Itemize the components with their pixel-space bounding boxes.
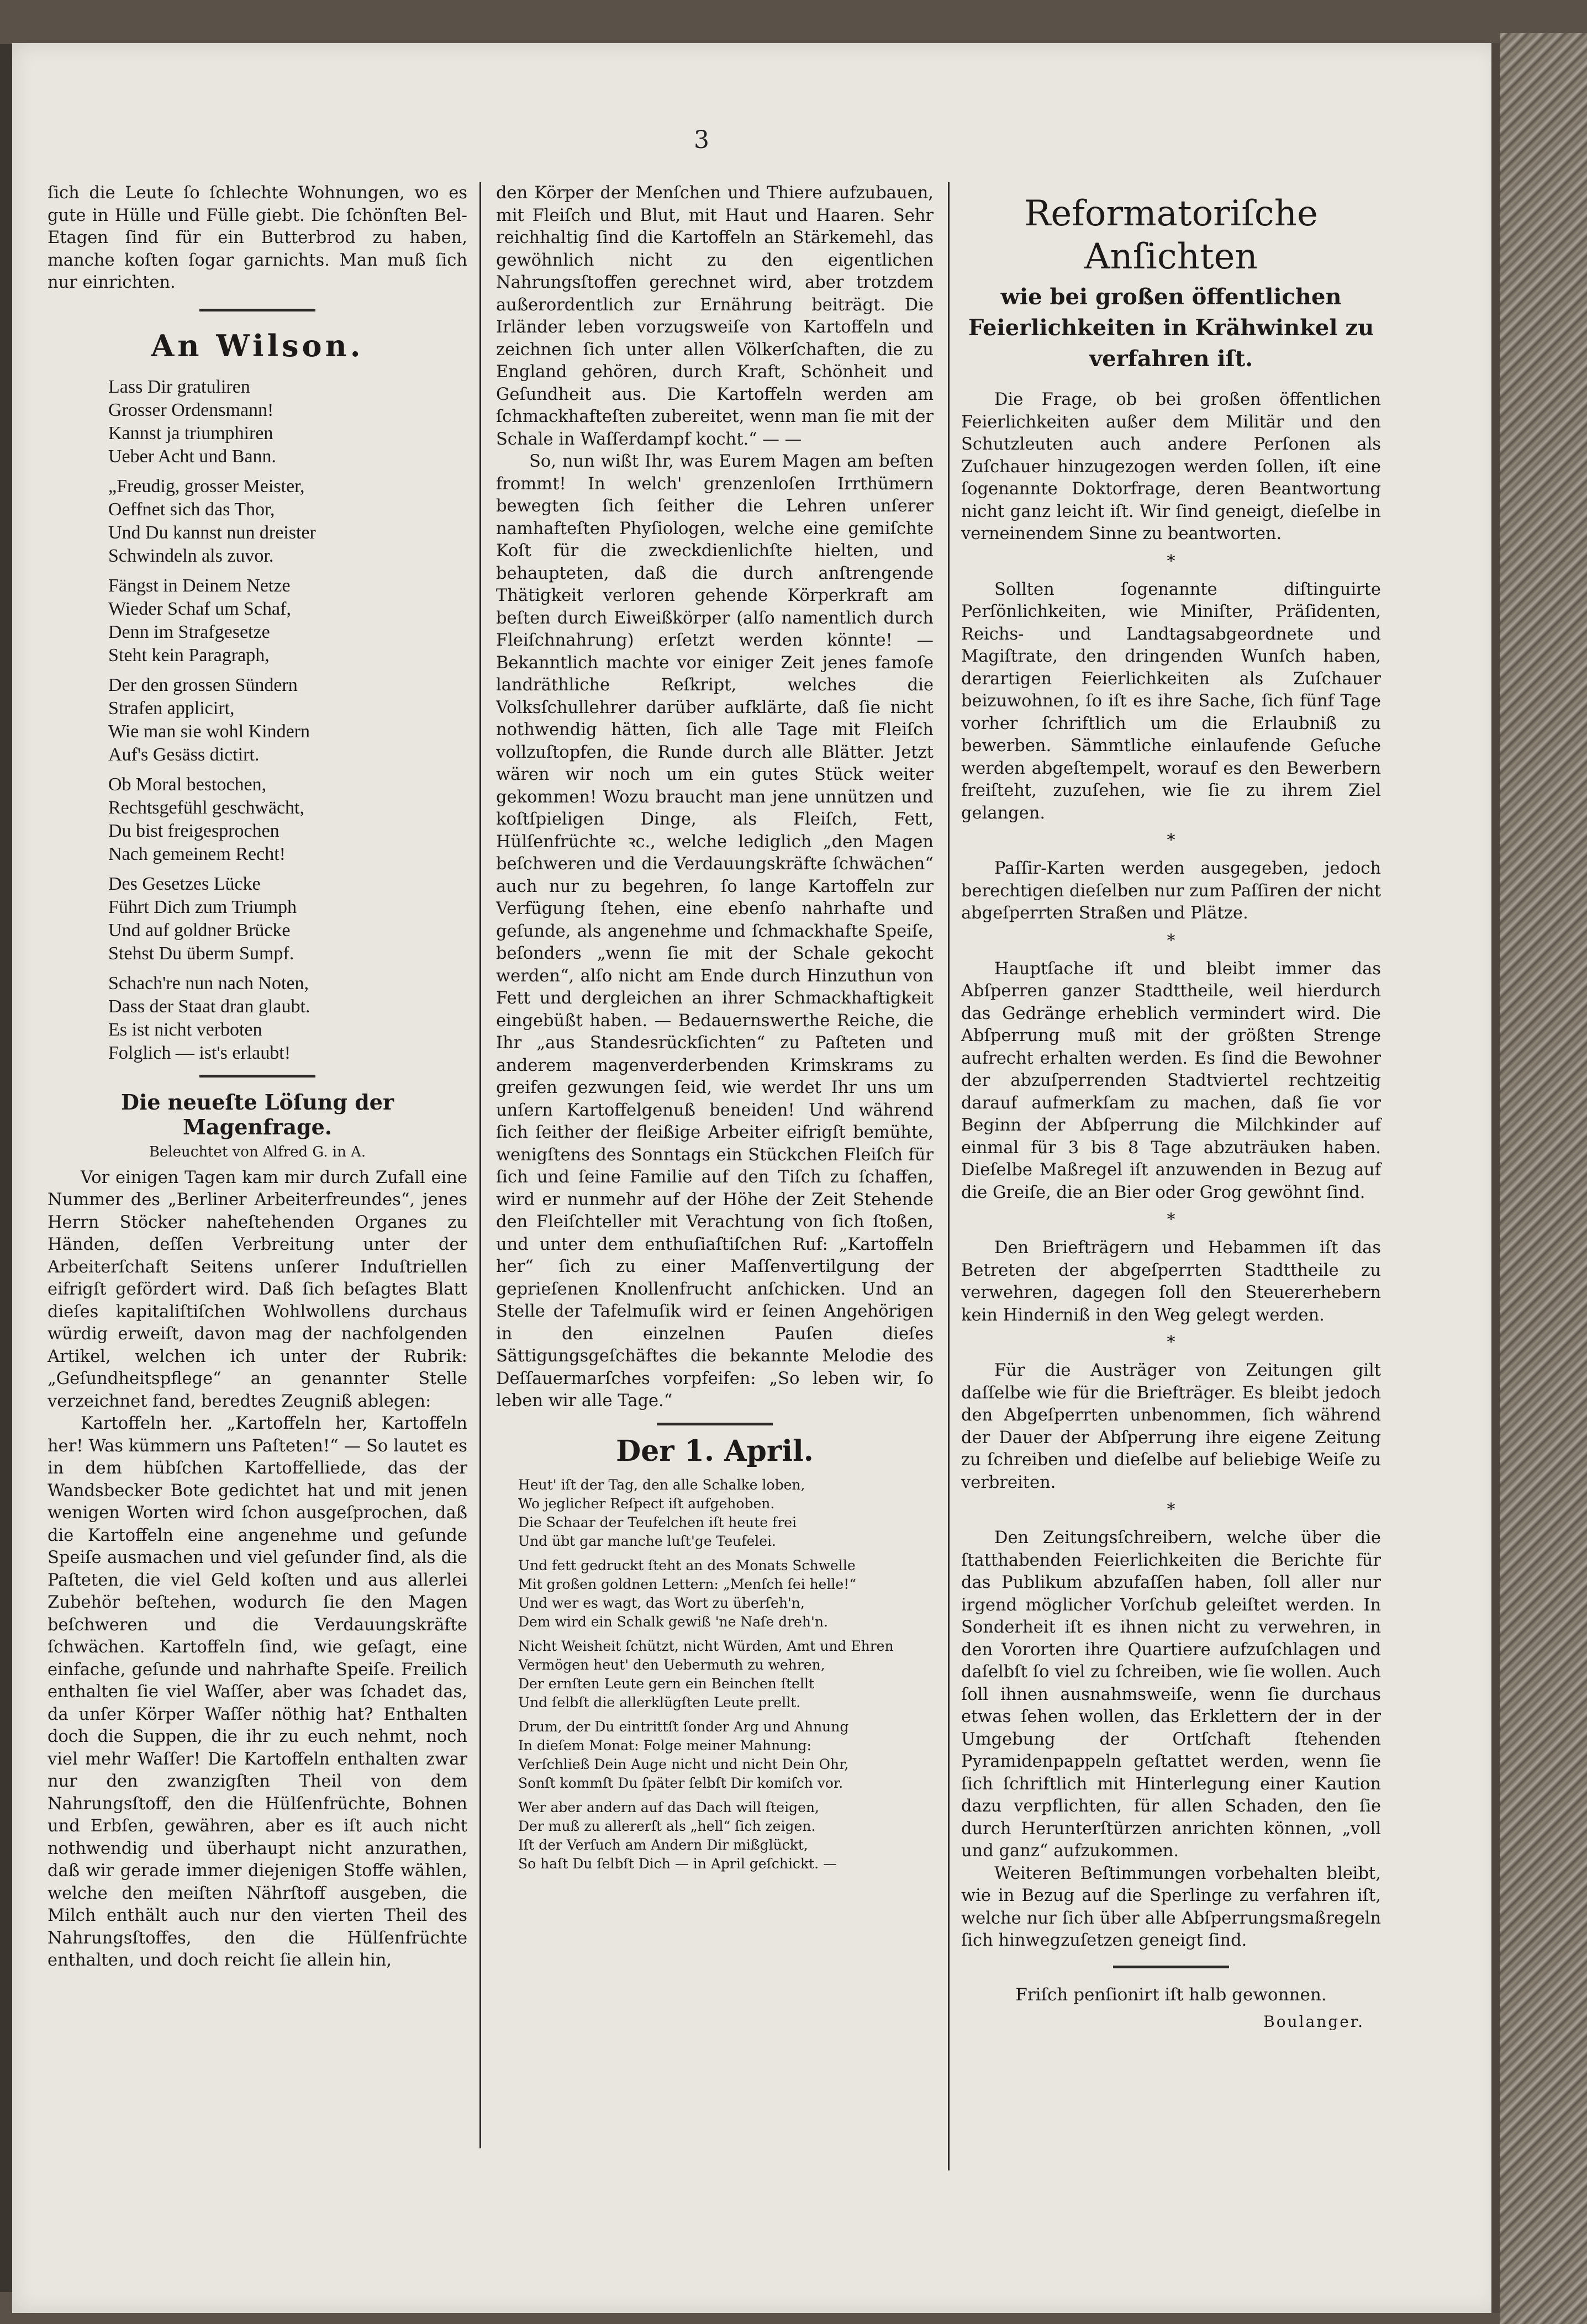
reform-section: Für die Austräger von Zeitungen gilt daſſelbe wie für die Briefträger. Es bleibt jedoch den Abgeſperrten unbenommen, ſich während der Dauer der Abſperrung ihre eigene Zeitung zu ſchreiben und dieſelbe auf beliebige Weiſe zu verbreiten. [961,1361,1381,1492]
section-separator: * [1167,931,1175,950]
reform-section: Den Briefträgern und Hebammen iſt das Betreten der abgeſperrten Stadttheile zu verwehren, dagegen ſoll den Steuererhebern kein Hinderniß in den Weg gelegt werden. [961,1238,1381,1325]
magen-byline: Beleuchtet von Alfred G. in A. [149,1143,366,1160]
column-3 [961,182,1381,2031]
article-paragraph: So, nun wißt Ihr, was Eurem Magen am beſten frommt! In welch' grenzenloſen Irrthümern bewegten ſich ſeither die Lehren unſerer namhafteſten Phyſiologen, welche eine gemiſchte Koſt für die zweckdienlichſte hielten, und behaupteten, daß die durch anſtrengende Thätigkeit verloren gehende Körperkraft am beſten durch Eiweißkörper (alſo namentlich durch Fleiſchnahrung) erſetzt werden könnte! — Bekanntlich machte vor einiger Zeit jenes famoſe landräthliche Reſkript, welches die Volksſchullehrer darüber aufklärte, daß ſie nicht nothwendig hätten, ſich alle Tage mit Fleiſch vollzuſtopfen, die Runde durch alle Blätter. Jetzt wären wir noch um ein gutes Stück weiter gekommen! Wozu braucht man jene unnützen und koſtſpieligen Dinge, als Fleiſch, Fett, Hülſenfrüchte ꝛc., welche lediglich „den Magen beſchweren und die Verdauungskräfte ſchwächen“ auch nur zu begehren, ſo lange Kartoffeln zur Verfügung ſtehen, eine ebenſo nahrhafte und geſunde, als angenehme und ſchmackhafte Speiſe, beſonders „wenn ſie mit der Schale gekocht werden“, alſo nicht am Ende durch Hinzuthun von Fett und dergleichen an ihrer Schmackhaftigkeit eingebüßt haben. — Bedauernswerthe Reiche, die Ihr „aus Standesrückſichten“ zu Paſteten und anderem magenverderbenden Krimskrams zu greifen gezwungen ſeid, wie werdet Ihr uns um unſern Kartoffelgenuß beneiden! Und während ſich ſeither der fleißige Arbeiter eifrigſt bemühte, wenigſtens des Sonntags ein Stückchen Fleiſch für ſich und ſeine Familie auf den Tiſch zu ſchaffen, wird er nunmehr auf der Höhe der Zeit Stehende den Fleiſchteller mit Verachtung von ſich ſtoßen, und unter dem enthuſiaſtiſchen Ruf: „Kartoffeln her“ ſich zu einer Maſſenvertilgung der geprieſenen Knollenfrucht anſchicken. Und an Stelle der Tafelmuſik wird er ſeinen Angehörigen in den einzelnen Pauſen dieſes Sättigungsgeſchäftes die bekannte Melodie des Deſſauermarſches vorpfeifen: „So leben wir, ſo leben wir alle Tage.“ [496,452,934,1411]
column-rule-1 [479,182,481,2148]
magen-paragraph: Kartoffeln her. „Kartoffeln her, Kartoffeln her! Was kümmern uns Paſteten!“ — So lautet es in dem hübſchen Kartoffelliede, das der Wandsbecker Bote gedichtet hat und mit jenen wenigen Worten wird ſchon ausgeſprochen, daß die Kartoffeln eine angenehme und geſunde Speiſe ausmachen und viel geſunder ſind, als die Paſteten, die viel Geld koſten und aus allerlei Zubehör beſtehen, wodurch ſie den Magen beſchweren und die Verdauungskräfte ſchwächen. Kartoffeln ſind, wie geſagt, eine einfache, geſunde und nahrhafte Speiſe. Freilich enthalten ſie viel Waſſer, aber was ſchadet das, da unſer Körper Waſſer nöthig hat? Enthalten doch die Suppen, die ihr zu euch nehmt, noch viel mehr Waſſer! Die Kartoffeln enthalten zwar nur den zwanzigſten Theil von dem Nahrungsſtoff, den die Hülſenfrüchte, Bohnen und Erbſen, gewähren, aber es iſt auch nicht nothwendig und überhaupt nicht anzurathen, daß wir gerade immer diejenigen Stoffe wählen, welche den meiſten Nährſtoff ausgeben, die Milch enthält auch nur den vierten Theil des Nahrungsſtoffes, den die Hülſenfrüchte enthalten, und doch reicht ſie allein hin, [48,1414,467,1970]
column-rule-2 [948,182,950,2170]
reform-title: Reformatoriſche Anſichten [1024,193,1318,277]
wilson-stanza: Fängst in Deinem Netze Wieder Schaf um Schaf, Denn im Strafgesetze Steht kein Paragraph, [108,575,291,665]
reform-section: Hauptſache iſt und bleibt immer das Abſperren ganzer Stadttheile, weil hierdurch das Gedränge erheblich vermindert wird. Die Abſperrung muß mit der größten Strenge aufrecht erhalten werden. Es ſind die Bewohner der abzuſperrenden Stadtviertel rechtzeitig darauf aufmerkſam zu machen, daß ſie vor Beginn der Abſperrung die Milchkinder auf einmal für 3 bis 8 Tage abzuträuken haben. Dieſelbe Maßregel iſt anzuwenden in Bezug auf die Greiſe, die an Bier oder Grog gewöhnt ſind. [961,959,1381,1202]
section-separator: * [1167,831,1175,850]
section-rule [657,1423,773,1425]
wilson-stanza: Schach're nun nach Noten, Dass der Staat dran glaubt. Es ist nicht verboten Folglich — ist's erlaubt! [108,973,310,1063]
section-separator: * [1167,1333,1175,1352]
section-rule [1113,1966,1229,1968]
reform-subtitle: wie bei großen öffentlichen Feierlichkeiten in Krähwinkel zu verfahren iſt. [968,284,1374,372]
april-stanza: Drum, der Du eintrittſt ſonder Arg und Ahnung In dieſem Monat: Folge meiner Mahnung: Verſchließ Dein Auge nicht und nicht Dein Ohr, Sonſt kommſt Du ſpäter ſelbſt Dir komiſch vor. [518,1718,849,1791]
reform-closing: Weiteren Beſtimmungen vorbehalten bleibt, wie in Bezug auf die Sperlinge zu verfahren iſt, welche nur ſich über alle Abſperrungsmaßregeln ſich hinwegzuſetzen geneigt ſind. [961,1863,1381,1950]
reform-section: Die Frage, ob bei großen öffentlichen Feierlichkeiten außer dem Militär und den Schutzleuten auch andere Perſonen als Zuſchauer hinzugezogen werden ſollen, iſt eine ſogenannte Doktorfrage, deren Beantwortung nicht ganz leicht iſt. Wir ſind geneigt, dieſelbe in verneinendem Sinne zu beantworten. [961,390,1381,543]
page-number: 3 [694,126,709,154]
wilson-title: An Wilson. [151,328,364,363]
intro-paragraph: ſich die Leute ſo ſchlechte Wohnungen, wo es gute in Hülle und Fülle giebt. Die ſchönſten Bel-Etagen ſind für ein Butterbrod zu haben, manche koſten ſogar garnichts. Man muß ſich nur einrichten. [48,183,467,292]
section-rule [199,309,315,311]
magen-title: Die neueſte Löſung der Magenfrage. [121,1089,394,1139]
article-paragraph: den Körper der Menſchen und Thiere aufzubauen, mit Fleiſch und Blut, mit Haut und Haaren. Sehr reichhaltig ſind die Kartoffeln an Stärkemehl, das gewöhnlich nicht zu den eigentlichen Nahrungsſtoffen gerechnet wird, aber trotzdem außerordentlich zur Ernährung beiträgt. Die Irländer leben vorzugsweiſe von Kartoffeln und zeichnen ſich unter allen Völkerſchaften, die zu England gehören, durch Kraft, Schönheit und Geſundheit aus. Die Kartoffeln werden am ſchmackhafteſten zubereitet, wenn man ſie mit der Schale in Waſſerdampf kocht.“ — — [496,183,934,449]
marbled-binding [1500,33,1587,2324]
section-rule [199,1075,315,1078]
left-gutter [0,44,12,2292]
wilson-stanza: Des Gesetzes Lücke Führt Dich zum Triumph Und auf goldner Brücke Stehst Du überm Sumpf. [108,873,297,964]
motto-line: Friſch penſionirt iſt halb gewonnen. [1015,1984,1327,2005]
signature: Boulanger. [1263,2012,1364,2031]
wilson-stanza: Lass Dir gratuliren Grosser Ordensmann! Kannst ja triumphiren Ueber Acht und Bann. [108,376,277,467]
section-separator: * [1167,1500,1175,1519]
april-title: Der 1. April. [616,1434,814,1468]
april-stanza: Heut' iſt der Tag, den alle Schalke loben, Wo jeglicher Reſpect iſt aufgehoben. Die Schaar der Teufelchen iſt heute frei Und übt gar manche luſt'ge Teufelei. [518,1476,805,1549]
section-separator: * [1167,551,1175,571]
reform-section: Paſſir-Karten werden ausgegeben, jedoch berechtigen dieſelben nur zum Paſſiren der nicht abgeſperrten Straßen und Plätze. [961,859,1381,923]
magen-paragraph: Vor einigen Tagen kam mir durch Zufall eine Nummer des „Berliner Arbeiterfreundes“, jenes Herrn Stöcker naheſtehenden Organes zu Händen, deſſen Verbreitung unter der Arbeiterſchaft Seitens unſerer Induſtriellen eifrigſt gefördert wird. Daß ſich beſagtes Blatt dieſes kapitaliſtiſchen Wohlwollens durchaus würdig erweiſt, davon mag der nachfolgenden Artikel, welchen ich unter der Rubrik: „Geſundheitspflege“ an genannter Stelle verzeichnet fand, beredtes Zeugniß ablegen: [48,1168,467,1411]
april-stanza: Und fett gedruckt ſteht an des Monats Schwelle Mit großen goldnen Lettern: „Menſch ſei helle!“ Und wer es wagt, das Wort zu überſeh'n, Dem wird ein Schalk gewiß 'ne Naſe dreh'n. [518,1557,857,1630]
april-stanza: Wer aber andern auf das Dach will ſteigen, Der muß zu allererſt als „hell“ ſich zeigen. Iſt der Verſuch am Andern Dir mißglückt, So haſt Du ſelbſt Dich — in April geſchickt. — [518,1799,837,1872]
wilson-stanza: Der den grossen Sündern Strafen applicirt, Wie man sie wohl Kindern Auf's Gesäss dictirt. [108,674,310,765]
wilson-stanza: „Freudig, grosser Meister, Oeffnet sich das Thor, Und Du kannst nun dreister Schwindeln als zuvor. [108,476,316,566]
reform-section: Sollten ſogenannte diſtinguirte Perſönlichkeiten, wie Miniſter, Präſidenten, Reichs- und Landtagsabgeordnete und Magiſtrate, den dringenden Wunſch haben, derartigen Feierlichkeiten als Zuſchauer beizuwohnen, ſo iſt es ihre Sache, ſich fünf Tage vorher ſchriftlich um die Erlaubniß zu bewerben. Sämmtliche einlaufende Geſuche werden abgeſtempelt, worauf es den Bewerbern freiſteht, zuzuſehen, wie ſie zu ihrem Ziel gelangen. [961,579,1381,823]
reform-section: Den Zeitungsſchreibern, welche über die ſtatthabenden Feierlichkeiten die Berichte für das Publikum abzufaſſen haben, ſoll aller nur irgend möglicher Vorſchub geleiſtet werden. In Sonderheit iſt es ihnen nicht zu verwehren, in den Vororten ihre Quartiere aufzuſchlagen und daſelbſt ſo viel zu ſchreiben, wie ſie wollen. Auch ſoll ihnen ausnahmsweiſe, wenn ſie durchaus etwas ſehen wollen, das Erklettern der in der Umgebung der Ortſchaft ſtehenden Pyramidenpappeln geſtattet werden, wenn ſie ſich ſchriftlich mit Hinterlegung einer Kaution dazu verpflichten, für allen Schaden, den ſie durch Herunterſtürzen anrichten können, „voll und ganz“ aufzukommen. [961,1528,1381,1861]
april-stanza: Nicht Weisheit ſchützt, nicht Würden, Amt und Ehren Vermögen heut' den Uebermuth zu wehren, Der ernſten Leute gern ein Beinchen ſtellt Und ſelbſt die allerklügſten Leute prellt. [518,1638,894,1710]
wilson-stanza: Ob Moral bestochen, Rechtsgefühl geschwächt, Du bist freigesprochen Nach gemeinem Recht! [108,774,304,864]
column-2 [496,182,934,1879]
column-1 [48,182,467,1972]
section-separator: * [1167,1210,1175,1229]
